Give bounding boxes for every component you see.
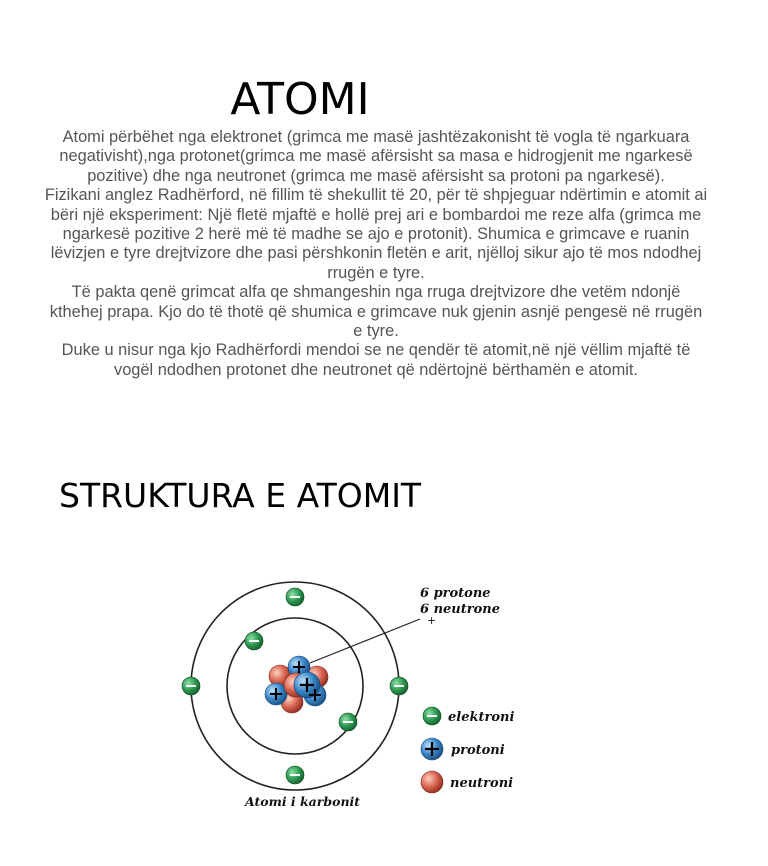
paragraph-1: Atomi përbëhet nga elektronet (grimca me masë jashtëzakonisht të vogla të ngarkuara negativisht),nga protonet(grimca me masë afërsisht sa masa e hidrogjenit me ngarkesë pozitive) dhe nga neutronet (grimca me masë afërsisht sa protoni pa ngarkesë). [59, 128, 693, 185]
neutrons-count-label: 6 neutrone [420, 602, 500, 617]
paragraph-3: Të pakta qenë grimcat alfa qe shmangeshin nga rruga drejtvizore dhe vetëm ndonjë kthehej prapa. Kjo do të thotë që shumica e grimcave nuk gjenin asnjë pengesë në rrugën e tyre. [49, 283, 703, 341]
carbon-atom-diagram [170, 575, 550, 815]
paragraph-4: Duke u nisur nga kjo Radhërfordi mendoi se ne qendër të atomit,në një vëllim mjaftë të vogël ndodhen protonet dhe neutronet që ndërtojnë bërthamën e atomit. [61, 341, 691, 379]
electron-bottom [286, 766, 304, 784]
electron-inner-lower-right [339, 713, 357, 731]
article-body [44, 128, 708, 380]
page-title: ATOMI [230, 74, 370, 125]
protons-count-label: 6 protone [420, 586, 491, 601]
paragraph-2: Fizikani anglez Radhërford, në fillim të shekullit të 20, për të shpjeguar ndërtimin e atomit ai bëri një eksperiment: Një fletë mjaftë e hollë prej ari e bombardoi me reze alfa (grimca me ngarkesë pozitive 2 herë më të madhe se ajo e protonit). Shumica e grimcave e ruanin lëvizjen e tyre drejtvizore dhe pasi përshkonin fletën e arit, njëlloj sikur ajo të mos ndodhej rrugën e tyre. [44, 186, 708, 282]
legend-electron [423, 707, 514, 725]
diagram-caption: Atomi i karbonit [245, 794, 361, 809]
legend-neutron-label: neutroni [450, 776, 514, 791]
legend-proton [421, 738, 505, 760]
legend-neutron [421, 771, 513, 793]
section-title: STRUKTURA E ATOMIT [59, 476, 422, 515]
neutron-legend-icon [421, 771, 443, 793]
electron-inner-upper-left [245, 632, 263, 650]
electron-top [286, 588, 304, 606]
nucleus [265, 656, 328, 713]
electron-left [182, 677, 200, 695]
electron-right [390, 677, 408, 695]
plus-mark: + [427, 614, 437, 627]
legend-electron-label: elektroni [448, 710, 515, 725]
legend-proton-label: protoni [451, 743, 505, 758]
